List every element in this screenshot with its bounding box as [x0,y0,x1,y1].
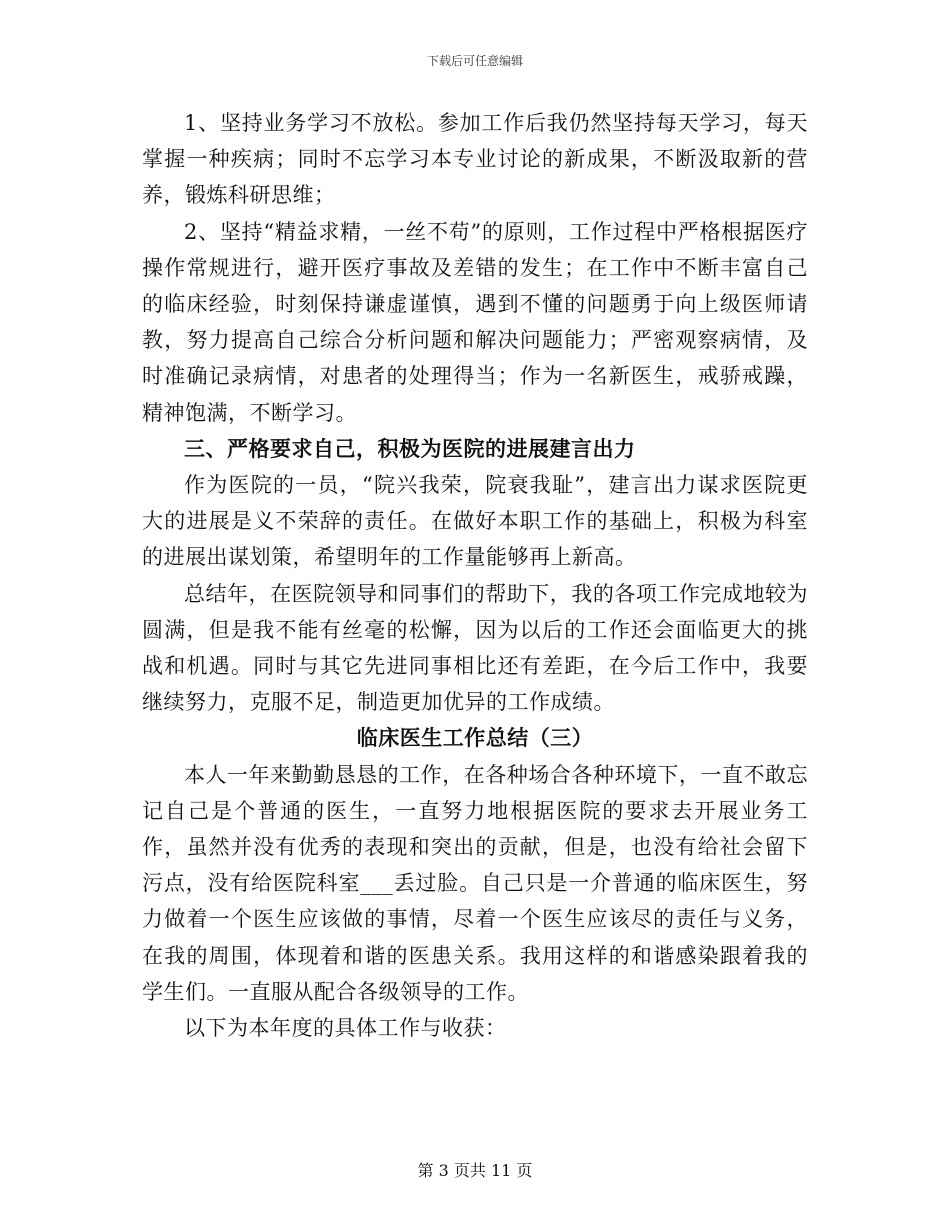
paragraph-year-work: 本人一年来勤勤恳恳的工作，在各种场合各种环境下，一直不敢忘记自己是个普通的医生，一直努力地根据医院的要求去开展业务工作，虽然并没有优秀的表现和突出的贡献，但是，也没有给社会留下污点，没有给医院科室___丢过脸。自己只是一介普通的临床医生，努力做着一个医生应该做的事情，尽着一个医生应该尽的责任与义务，在我的周围，体现着和谐的医患关系。我用这样的和谐感染跟着我的学生们。一直服从配合各级领导的工作。 [142,762,808,1004]
section-heading-three: 三、严格要求自己，积极为医院的进展建言出力 [184,435,636,461]
page-header: 下载后可任意编辑 [426,54,523,68]
paragraph-hospital-member: 作为医院的一员，“院兴我荣，院衰我耻”，建言出力谋求医院更大的进展是义不荣辞的责任。在做好本职工作的基础上，积极为科室的进展出谋划策，希望明年的工作量能够再上新高。 [142,473,808,570]
paragraph-principle: 2、坚持“精益求精，一丝不苟”的原则，工作过程中严格根据医疗操作常规进行，避开医疗事故及差错的发生；在工作中不断丰富自己的临床经验，时刻保持谦虚谨慎，遇到不懂的问题勇于向上级医师请教，努力提高自己综合分析问题和解决问题能力；严密观察病情，及时准确记录病情，对患者的处理得当；作为一名新医生，戒骄戒躁，精神饱满，不断学习。 [142,219,808,425]
paragraph-following: 以下为本年度的具体工作与收获： [184,1016,507,1041]
document-title-three: 临床医生工作总结（三） [356,725,594,751]
paragraph-study: 1、坚持业务学习不放松。参加工作后我仍然坚持每天学习，每天掌握一种疾病；同时不忘学习本专业讨论的新成果，不断汲取新的营养，锻炼科研思维； [142,111,808,208]
page-footer: 第 3 页共 11 页 [417,1161,533,1180]
document-body [142,105,808,1046]
paragraph-summary: 总结年，在医院领导和同事们的帮助下，我的各项工作完成地较为圆满，但是我不能有丝毫的松懈，因为以后的工作还会面临更大的挑战和机遇。同时与其它先进同事相比还有差距，在今后工作中，我要继续努力，克服不足，制造更加优异的工作成绩。 [142,581,808,715]
